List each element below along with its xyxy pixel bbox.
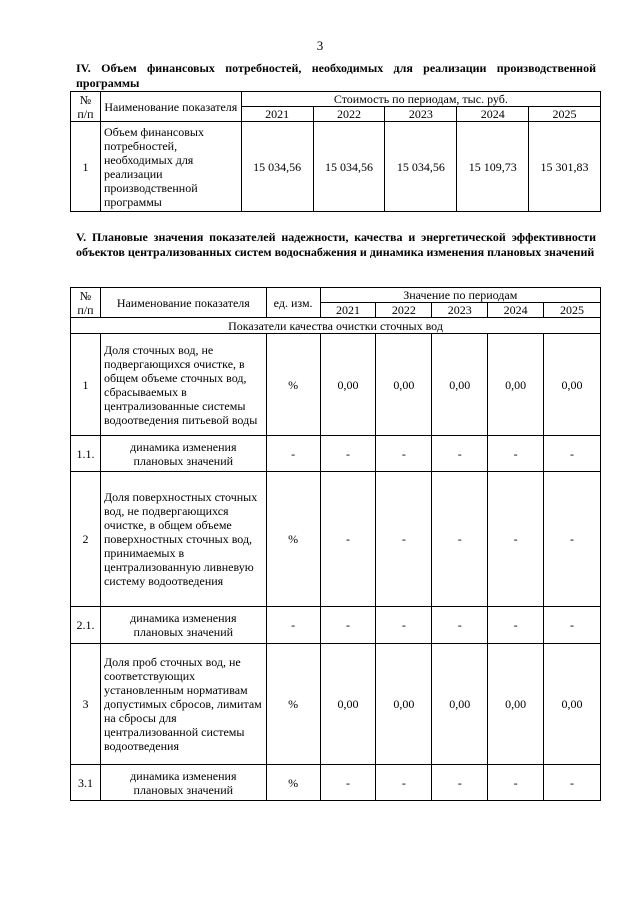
col-header-name: Наименование показателя [100, 288, 266, 318]
value-cell: - [544, 436, 601, 472]
value-cell: 0,00 [488, 644, 544, 765]
row-name: динамика изменения плановых значений [100, 765, 266, 801]
value-cell: - [376, 472, 432, 607]
row-num: 3.1 [71, 765, 101, 801]
value-cell: - [488, 472, 544, 607]
value-cell: - [432, 607, 488, 644]
row-num: 1 [71, 334, 101, 436]
year-header: 2021 [320, 303, 376, 318]
row-num: 1.1. [71, 436, 101, 472]
row-unit: % [266, 334, 320, 436]
value-cell: 0,00 [376, 334, 432, 436]
row-name: динамика изменения плановых значений [100, 436, 266, 472]
section-5-title: V. Плановые значения показателей надежности, качества и энергетической эффективности объектов централизованных систем водоснабжения и динамика изменения плановых значений [76, 230, 596, 259]
cost-cell: 15 034,56 [241, 122, 313, 212]
value-cell: - [376, 765, 432, 801]
row-unit: % [266, 644, 320, 765]
row-name: Доля поверхностных сточных вод, не подвергающихся очистке, в общем объеме поверхностных сточных вод, принимаемых в централизованную ливневую систему водоотведения [100, 472, 266, 607]
value-cell: 0,00 [432, 334, 488, 436]
row-unit: - [266, 436, 320, 472]
value-cell: 0,00 [544, 644, 601, 765]
value-cell: - [544, 472, 601, 607]
row-unit: - [266, 607, 320, 644]
year-header: 2022 [313, 107, 385, 122]
row-unit: % [266, 765, 320, 801]
row-name: Доля сточных вод, не подвергающихся очистке, в общем объеме сточных вод, сбрасываемых в централизованные системы водоотведения питьевой воды [100, 334, 266, 436]
col-header-num: № п/п [71, 288, 101, 318]
row-num: 1 [71, 122, 101, 212]
value-cell: - [432, 472, 488, 607]
value-cell: 0,00 [320, 644, 376, 765]
table-subheader: Показатели качества очистки сточных вод [71, 318, 601, 334]
table-row [71, 436, 601, 472]
value-cell: - [320, 607, 376, 644]
value-cell: 0,00 [488, 334, 544, 436]
row-num: 2.1. [71, 607, 101, 644]
value-cell: - [320, 765, 376, 801]
value-cell: - [376, 607, 432, 644]
cost-cell: 15 034,56 [313, 122, 385, 212]
table-row [71, 644, 601, 765]
year-header: 2025 [529, 107, 601, 122]
value-cell: - [432, 436, 488, 472]
row-name: Доля проб сточных вод, не соответствующих установленным нормативам допустимых сбросов, лимитам на сбросы для централизованной системы водоотведения [100, 644, 266, 765]
value-cell: - [432, 765, 488, 801]
table-row [71, 472, 601, 607]
row-name: динамика изменения плановых значений [100, 607, 266, 644]
value-cell: - [488, 765, 544, 801]
page-number: 3 [316, 38, 324, 53]
value-cell: 0,00 [376, 644, 432, 765]
col-header-unit: ед. изм. [266, 288, 320, 318]
year-header: 2021 [241, 107, 313, 122]
cost-cell: 15 301,83 [529, 122, 601, 212]
value-cell: 0,00 [544, 334, 601, 436]
value-cell: - [544, 765, 601, 801]
row-num: 2 [71, 472, 101, 607]
col-header-num: № п/п [71, 92, 101, 122]
year-header: 2024 [457, 107, 529, 122]
value-cell: - [376, 436, 432, 472]
value-cell: - [320, 436, 376, 472]
row-num: 3 [71, 644, 101, 765]
value-cell: - [488, 607, 544, 644]
section-4-title: IV. Объем финансовых потребностей, необходимых для реализации производственной программы [76, 61, 596, 90]
year-header: 2024 [488, 303, 544, 318]
quality-indicators-table [70, 287, 601, 801]
value-cell: - [488, 436, 544, 472]
year-header: 2023 [432, 303, 488, 318]
cost-cell: 15 034,56 [385, 122, 457, 212]
value-cell: 0,00 [432, 644, 488, 765]
table-row [71, 765, 601, 801]
col-header-value-periods: Значение по периодам [320, 288, 600, 303]
financial-needs-table [70, 91, 601, 212]
col-header-name: Наименование показателя [100, 92, 241, 122]
year-header: 2025 [544, 303, 601, 318]
row-name: Объем финансовых потребностей, необходимых для реализации производственной программы [100, 122, 241, 212]
table-row [71, 334, 601, 436]
value-cell: 0,00 [320, 334, 376, 436]
col-header-cost-periods: Стоимость по периодам, тыс. руб. [241, 92, 600, 107]
row-unit: % [266, 472, 320, 607]
value-cell: - [320, 472, 376, 607]
year-header: 2023 [385, 107, 457, 122]
cost-cell: 15 109,73 [457, 122, 529, 212]
table-row [71, 607, 601, 644]
year-header: 2022 [376, 303, 432, 318]
value-cell: - [544, 607, 601, 644]
